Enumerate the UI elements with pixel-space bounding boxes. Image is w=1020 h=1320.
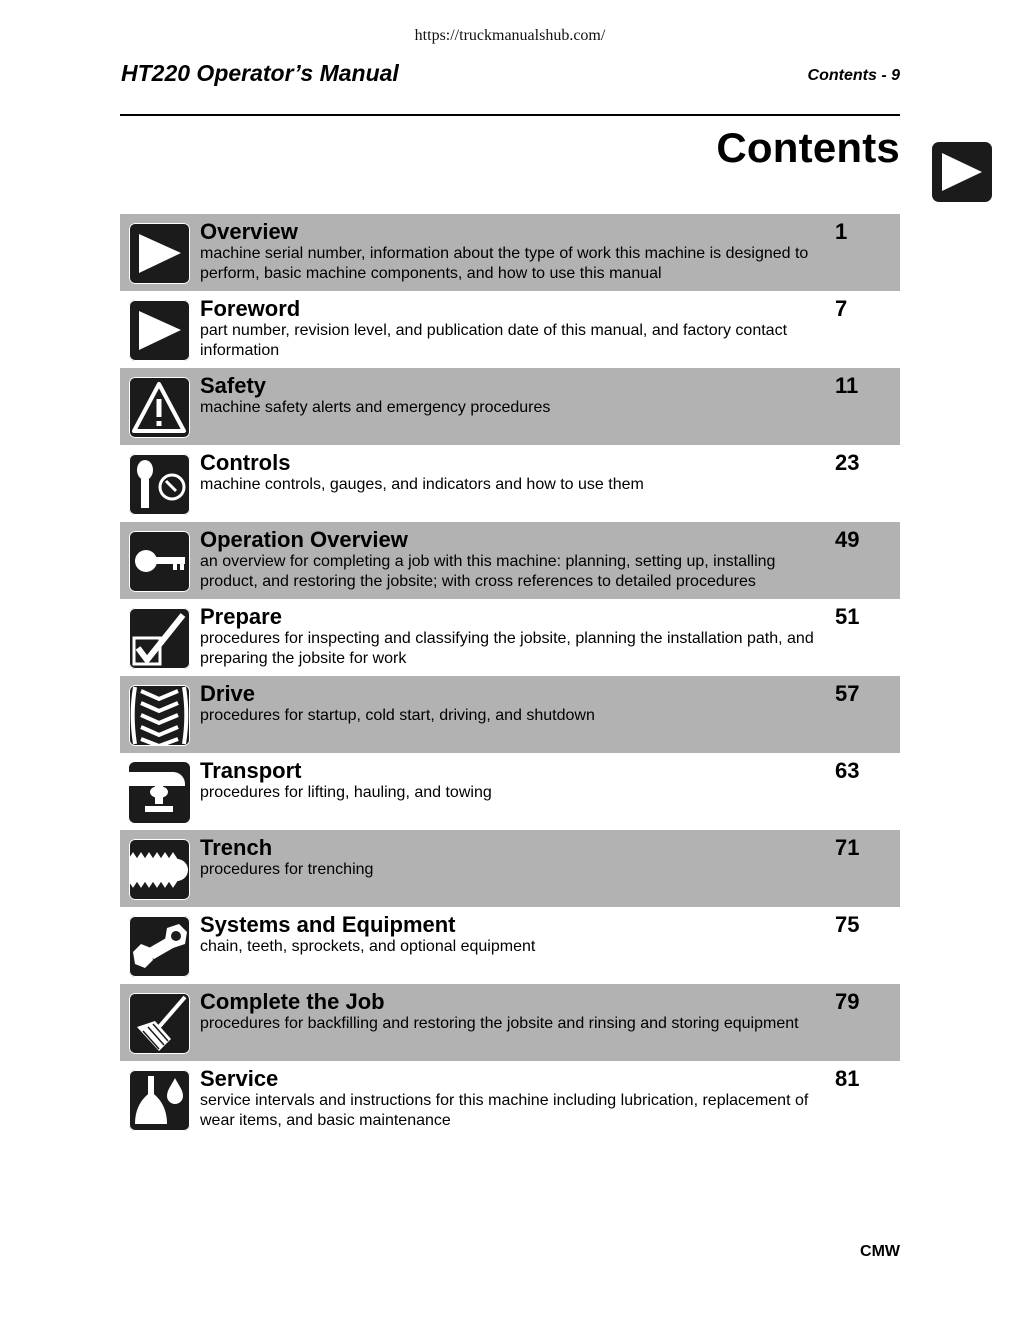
- toc-description: part number, revision level, and publication date of this manual, and factory contact information: [200, 322, 788, 359]
- lever-gauge-icon: [129, 454, 190, 515]
- play-arrow-icon: [129, 300, 190, 361]
- tire-tread-icon: [129, 685, 190, 746]
- toc-description: machine controls, gauges, and indicators and how to use them: [200, 476, 644, 493]
- toc-page-number: 23: [835, 450, 860, 475]
- trencher-chain-icon: [129, 839, 190, 900]
- toc-description: service intervals and instructions for this machine including lubrication, replacement of wear items, and basic maintenance: [200, 1092, 809, 1129]
- toc-row-controls[interactable]: [120, 445, 900, 522]
- toc-page-number: 1: [835, 219, 848, 244]
- toc-row-trench[interactable]: [120, 830, 900, 907]
- toc-description: machine serial number, information about the type of work this machine is designed to perform, basic machine components, and how to use this manual: [200, 245, 809, 282]
- toc-page-number: 57: [835, 681, 860, 706]
- toc-description: procedures for inspecting and classifying the jobsite, planning the installation path, and preparing the jobsite for work: [200, 630, 814, 667]
- toc-page-number: 11: [835, 373, 859, 398]
- toc-title: Drive: [200, 681, 256, 706]
- toc-description: machine safety alerts and emergency procedures: [200, 399, 551, 416]
- toc-row-safety[interactable]: [120, 368, 900, 445]
- toc-description: procedures for backfilling and restoring the jobsite and rinsing and storing equipment: [200, 1015, 799, 1032]
- page-heading: Contents: [716, 124, 900, 171]
- play-arrow-icon: [129, 223, 190, 284]
- toc-title: Systems and Equipment: [200, 912, 456, 937]
- footer-code: CMW: [860, 1243, 900, 1260]
- toc-row-foreword[interactable]: [120, 291, 900, 368]
- toc-title: Foreword: [200, 296, 301, 321]
- toc-row-prepare[interactable]: [120, 599, 900, 676]
- toc-page-number: 75: [835, 912, 860, 937]
- toc-title: Service: [200, 1066, 279, 1091]
- toc-title: Safety: [200, 373, 267, 398]
- side-tab-play-arrow-icon[interactable]: [932, 142, 992, 202]
- toc-row-systems-and-equipment[interactable]: [120, 907, 900, 984]
- hitch-icon: [129, 762, 190, 823]
- toc-description: an overview for completing a job with this machine: planning, setting up, installing product, and restoring the jobsite; with cross references to detailed procedures: [200, 553, 776, 590]
- manual-title: HT220 Operator’s Manual: [121, 60, 399, 86]
- toc-page-number: 51: [835, 604, 860, 629]
- warning-triangle-icon: [129, 377, 190, 438]
- checkbox-icon: [129, 608, 190, 669]
- toc-title: Operation Overview: [200, 527, 408, 552]
- page-label: Contents - 9: [807, 67, 900, 84]
- toc-page-number: 63: [835, 758, 860, 783]
- toc-description: procedures for startup, cold start, driving, and shutdown: [200, 707, 595, 724]
- toc-title: Overview: [200, 219, 298, 244]
- contents-table: [120, 214, 900, 1138]
- toc-description: procedures for lifting, hauling, and towing: [200, 784, 492, 801]
- toc-title: Complete the Job: [200, 989, 385, 1014]
- toc-row-complete-the-job[interactable]: [120, 984, 900, 1061]
- toc-description: procedures for trenching: [200, 861, 374, 878]
- toc-row-transport[interactable]: [120, 753, 900, 830]
- toc-title: Prepare: [200, 604, 282, 629]
- source-url: https://truckmanualshub.com/: [414, 27, 606, 44]
- toc-row-overview[interactable]: [120, 214, 900, 291]
- key-icon: [129, 531, 190, 592]
- header-rule: [120, 114, 900, 116]
- toc-page-number: 79: [835, 989, 860, 1014]
- toc-page-number: 7: [835, 296, 848, 321]
- toc-description: chain, teeth, sprockets, and optional equipment: [200, 938, 536, 955]
- toc-row-operation-overview[interactable]: [120, 522, 900, 599]
- oil-can-icon: [129, 1070, 190, 1131]
- toc-row-drive[interactable]: [120, 676, 900, 753]
- toc-page-number: 71: [835, 835, 860, 860]
- bolt-nut-icon: [129, 916, 190, 977]
- toc-row-service[interactable]: [120, 1061, 900, 1138]
- broom-icon: [129, 993, 190, 1054]
- toc-page-number: 49: [835, 527, 860, 552]
- toc-title: Transport: [200, 758, 302, 783]
- toc-title: Trench: [200, 835, 273, 860]
- toc-page-number: 81: [835, 1066, 860, 1091]
- toc-title: Controls: [200, 450, 291, 475]
